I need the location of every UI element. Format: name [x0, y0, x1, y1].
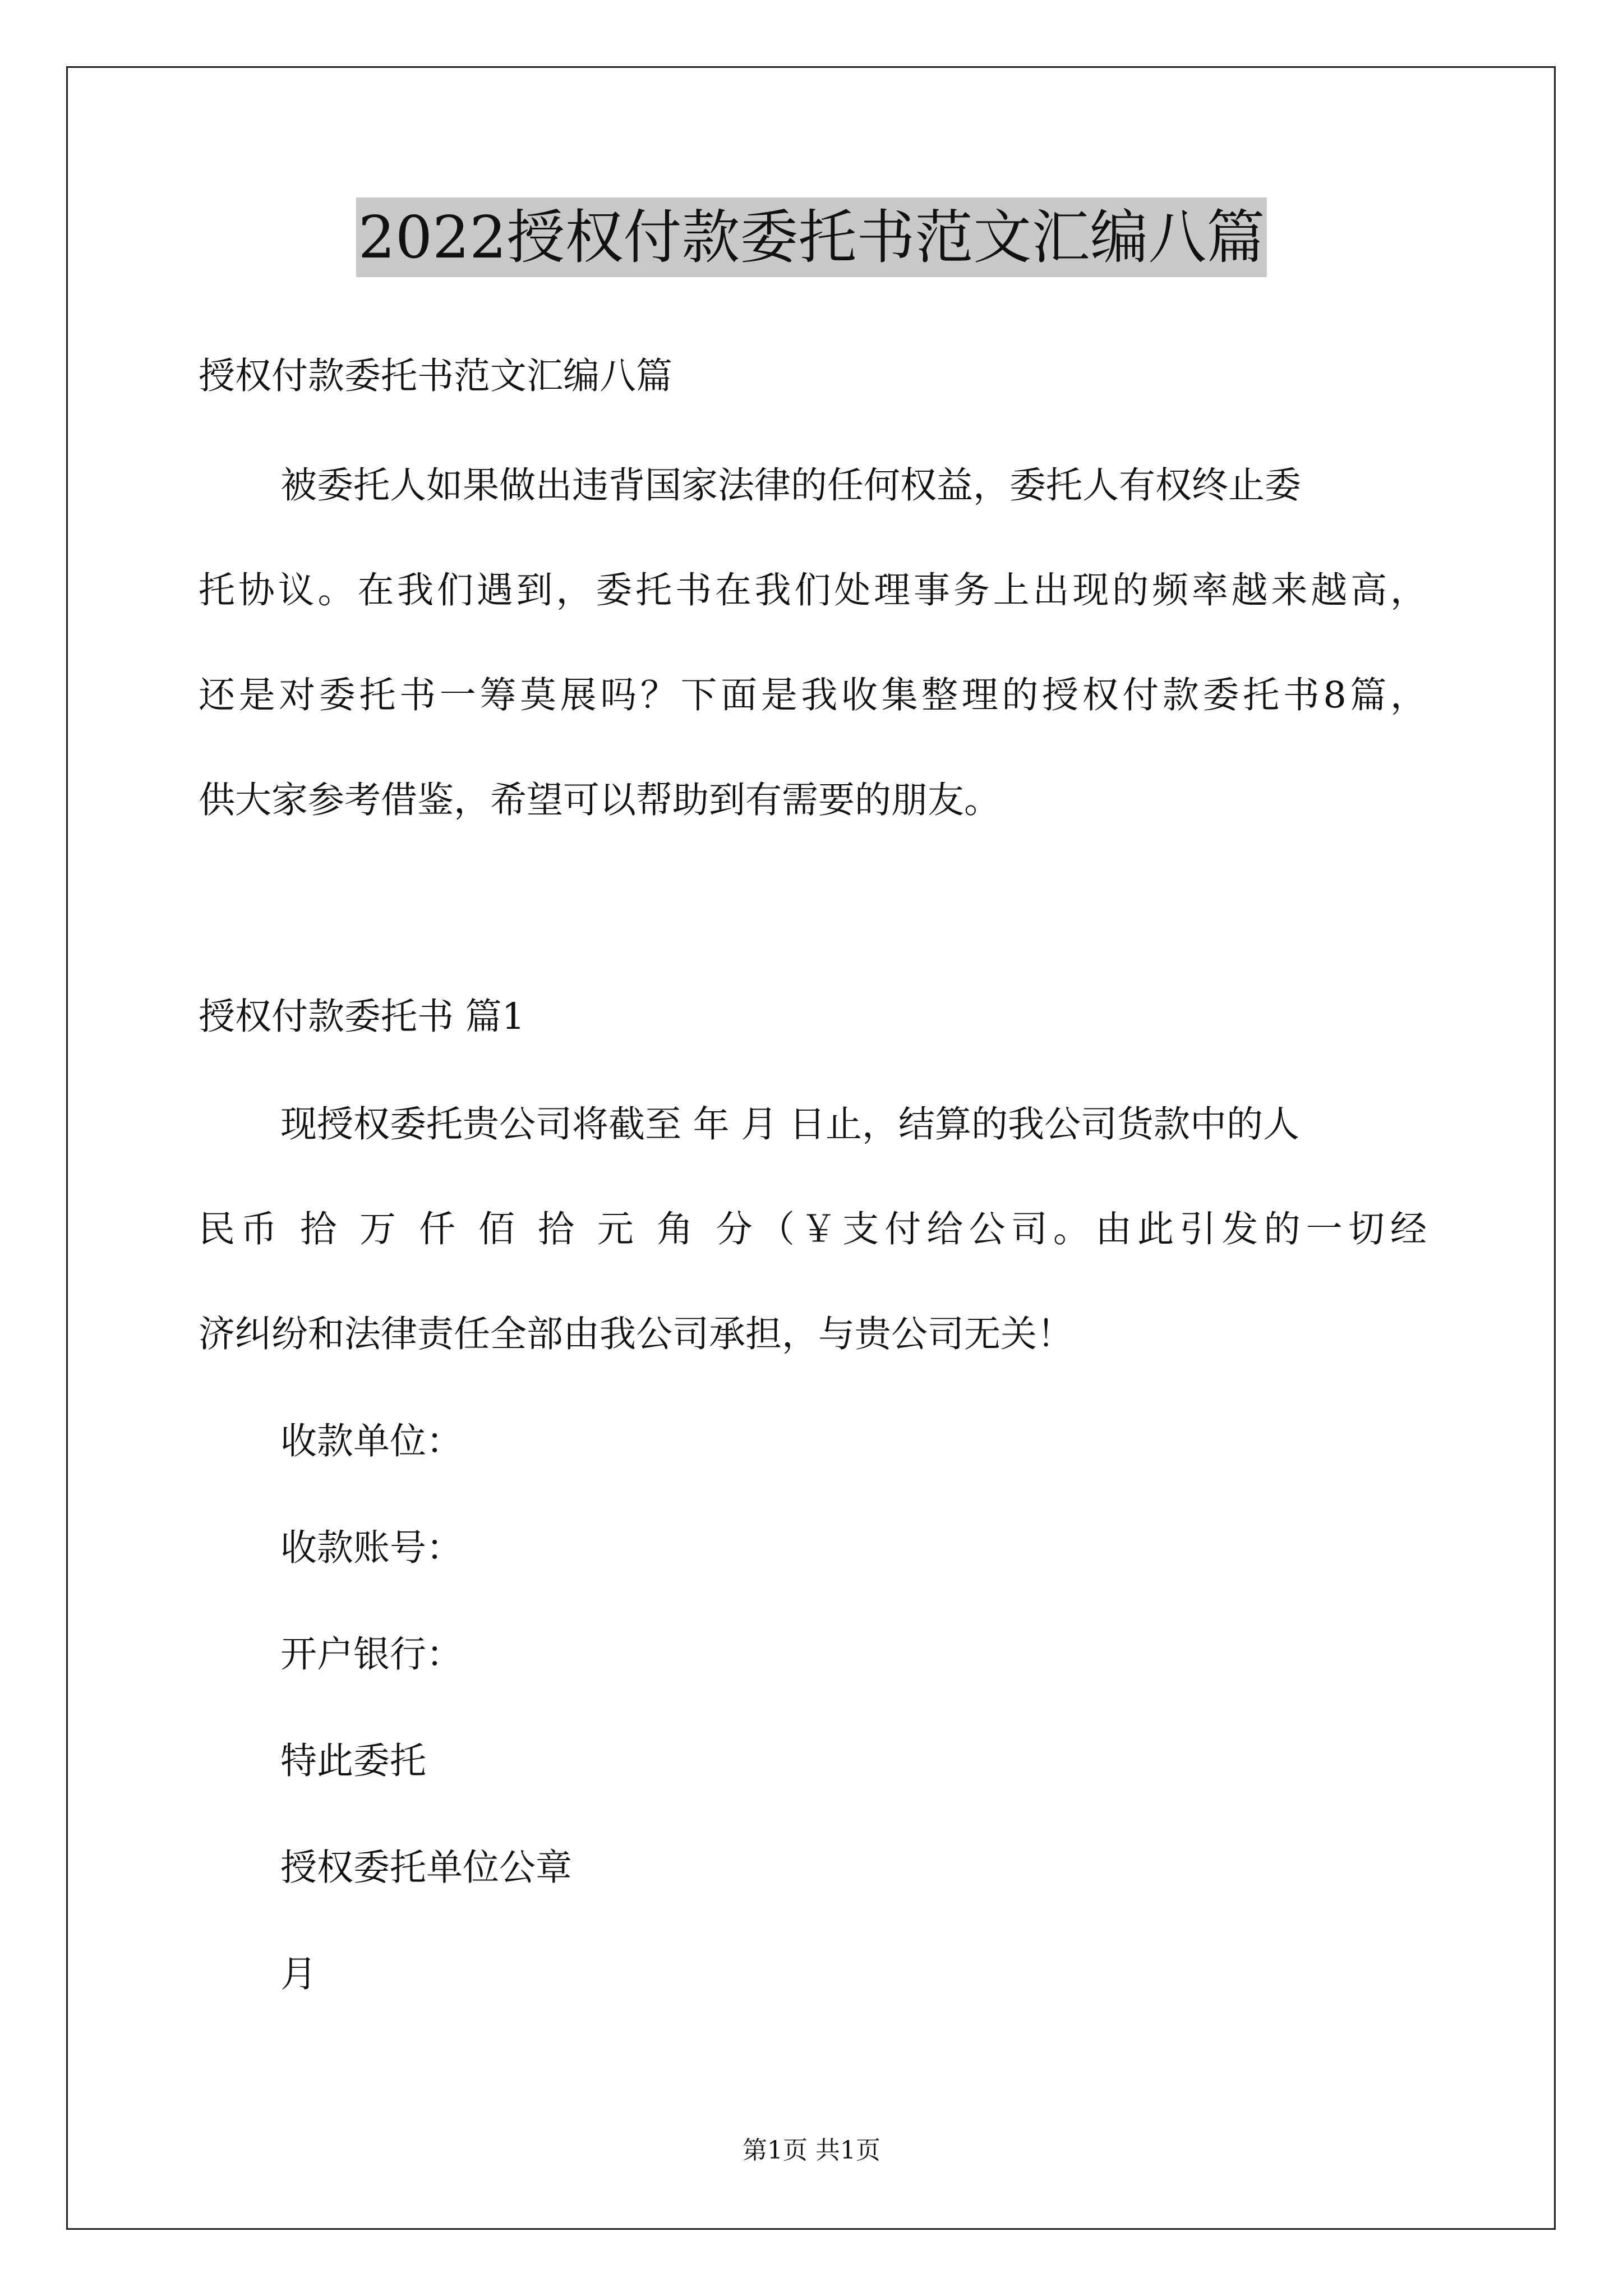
intro-line-1: 被委托人如果做出违背国家法律的任何权益，委托人有权终止委	[280, 464, 1302, 507]
body-line-2: 民币 拾 万 仟 佰 拾 元 角 分（￥支付给公司。由此引发的一切经	[199, 1208, 1427, 1250]
field-bank: 开户银行：	[280, 1634, 463, 1676]
body-line-1: 现授权委托贵公司将截至 年 月 日止，结算的我公司货款中的人	[280, 1103, 1299, 1145]
field-payee-account: 收款账号：	[280, 1527, 463, 1569]
section-heading: 授权付款委托书 篇1	[199, 996, 525, 1038]
field-month: 月	[280, 1953, 317, 1995]
intro-line-2: 托协议。在我们遇到，委托书在我们处理事务上出现的频率越来越高，	[199, 569, 1427, 611]
page-footer: 第1页 共1页	[743, 2136, 880, 2165]
field-payee-unit: 收款单位：	[280, 1420, 463, 1462]
intro-line-4: 供大家参考借鉴，希望可以帮助到有需要的朋友。	[199, 779, 1001, 821]
body-line-3: 济纠纷和法律责任全部由我公司承担，与贵公司无关！	[199, 1313, 1074, 1355]
document-subtitle: 授权付款委托书范文汇编八篇	[199, 355, 673, 397]
intro-line-3: 还是对委托书一筹莫展吗？下面是我收集整理的授权付款委托书8篇，	[199, 674, 1427, 716]
document-title-wrap	[0, 197, 1623, 277]
document-title: 2022授权付款委托书范文汇编八篇	[356, 197, 1267, 277]
field-entrust-note: 特此委托	[280, 1740, 427, 1782]
field-seal: 授权委托单位公章	[280, 1847, 573, 1889]
